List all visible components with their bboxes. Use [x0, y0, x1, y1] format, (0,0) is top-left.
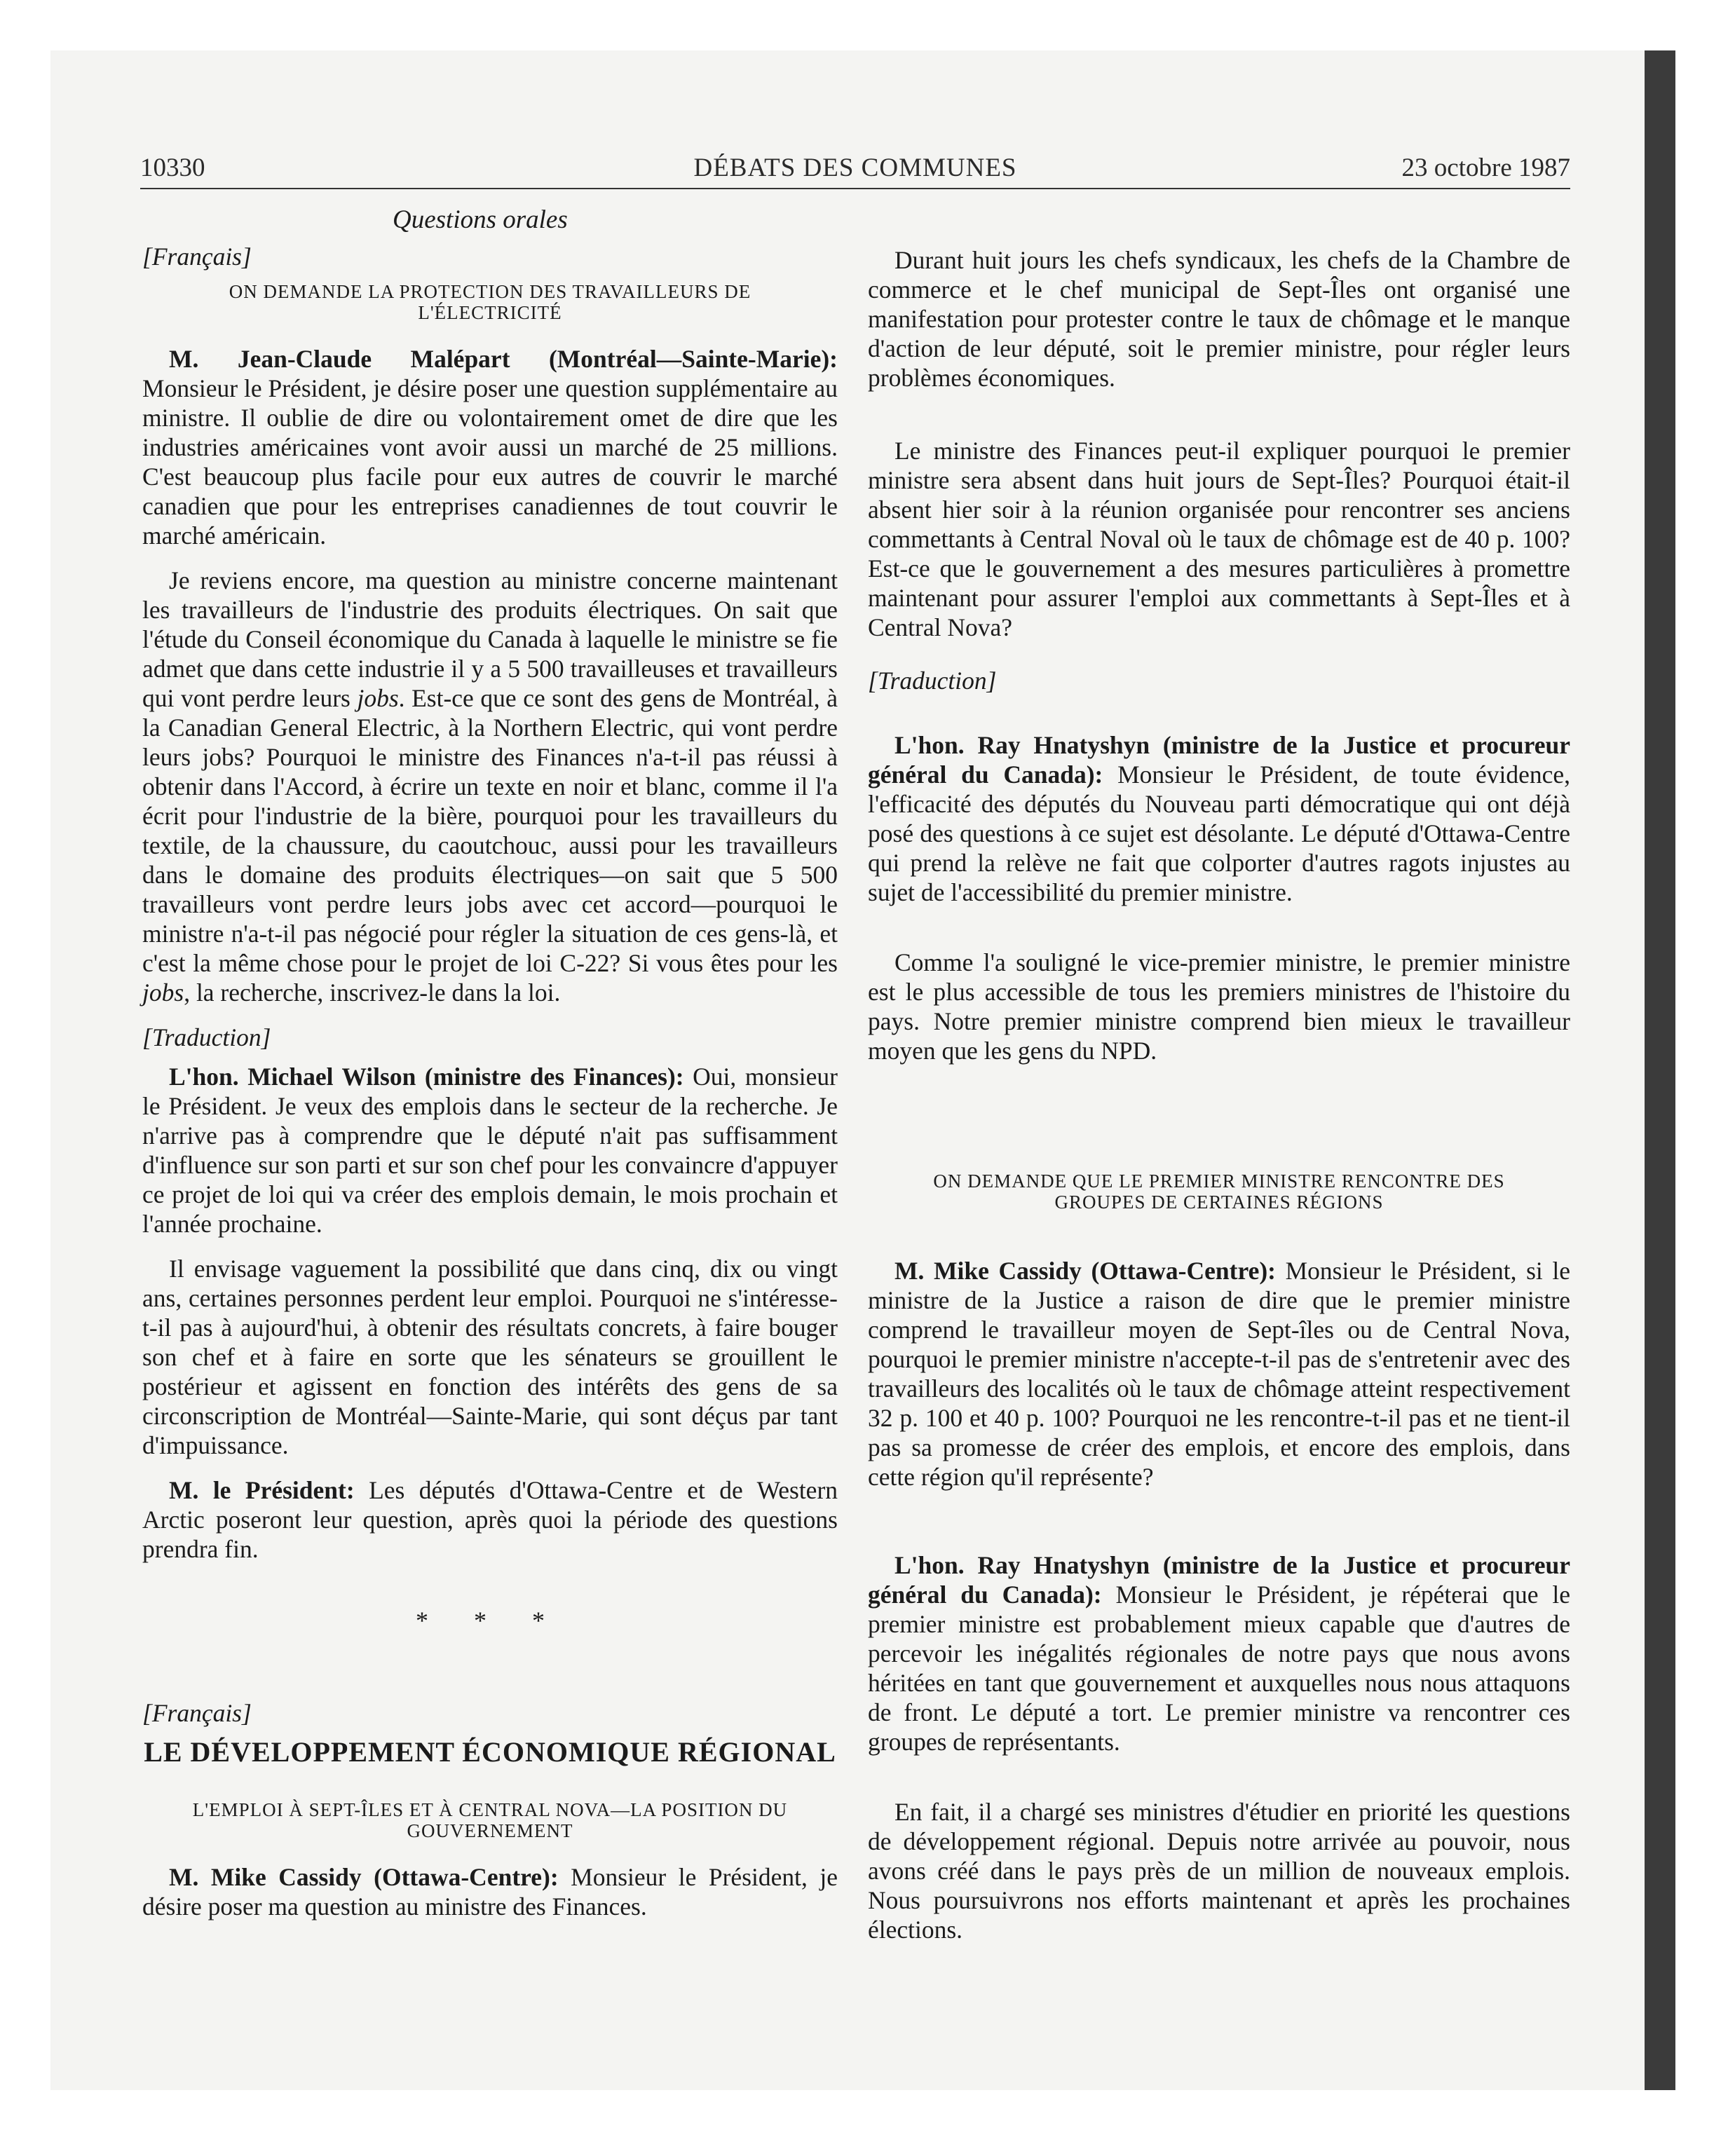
left-column [142, 242, 838, 1937]
paragraph: Je reviens encore, ma question au ministre concerne maintenant les travailleurs de l'industrie des produits électriques. On sait que l'étude du Conseil économique du Canada à laquelle le ministre se fie admet que dans cette industrie il y a 5 500 travailleuses et travailleurs qui vont perdre leurs jobs. Est-ce que ce sont des gens de Montréal, à la Canadian General Electric, à la Northern Electric, qui vont perdre leurs jobs? Pourquoi le ministre des Finances n'a-t-il pas réussi à obtenir dans l'Accord, à écrire un texte en noir et blanc, comme il l'a écrit pour l'industrie de la bière, pourquoi pour les travailleurs du textile, de la chaussure, du caoutchouc, aussi pour les travailleurs dans le domaine des produits électriques—on sait que 5 500 travailleurs vont perdre leurs jobs avec cet accord—pourquoi le ministre n'a-t-il pas négocié pour régler la situation de ces gens-là, et c'est la même chose pour le projet de loi C-22? Si vous êtes pour les jobs, la recherche, inscrivez-le dans la loi. [142, 566, 838, 1007]
paragraph: En fait, il a chargé ses ministres d'étudier en priorité les questions de développement régional. Depuis notre arrivée au pouvoir, nous avons créé dans le pays près de un million de nouveaux emplois. Nous poursuivrons nos efforts maintenant et après les prochaines élections. [868, 1798, 1570, 1944]
paragraph: Durant huit jours les chefs syndicaux, les chefs de la Chambre de commerce et le chef municipal de Sept-Îles ont organisé une manifestation pour protester contre le taux de chômage et le manque d'action de leur député, soit le premier ministre, pour régler leurs problèmes économiques. [868, 246, 1570, 392]
rubric-heading: ON DEMANDE LA PROTECTION DES TRAVAILLEURS DE L'ÉLECTRICITÉ [229, 281, 751, 323]
speaker-name: M. Mike Cassidy (Ottawa-Centre): [169, 1863, 559, 1891]
paragraph: M. Jean-Claude Malépart (Montréal—Sainte-Marie): Monsieur le Président, je désire poser une question supplémentaire au ministre. Il oublie de dire ou volontairement omet de dire que les industries américaines vont avoir aussi un marché de 25 millions. C'est beaucoup plus facile pour eux autres de couvrir le marché canadien que pour les entreprises canadiennes de tout couvrir le marché américain. [142, 345, 838, 550]
paragraph: Comme l'a souligné le vice-premier ministre, le premier ministre est le plus accessible de tous les premiers ministres de l'histoire du pays. Notre premier ministre comprend bien mieux le travailleur moyen que les gens du NPD. [868, 948, 1570, 1065]
major-heading: LE DÉVELOPPEMENT ÉCONOMIQUE RÉGIONAL [144, 1736, 836, 1768]
paragraph: L'hon. Ray Hnatyshyn (ministre de la Justice et procureur général du Canada): Monsieur le Président, de toute évidence, l'efficacité des députés du Nouveau parti démocratique qui ont déjà posé des questions à ce sujet est désolante. Le député d'Ottawa-Centre qui prend la relève ne fait que colporter d'autres ragots injustes au sujet de l'accessibilité du premier ministre. [868, 731, 1570, 906]
rubric-heading: ON DEMANDE QUE LE PREMIER MINISTRE RENCONTRE DES GROUPES DE CERTAINES RÉGIONS [933, 1171, 1505, 1213]
publication-title: DÉBATS DES COMMUNES [693, 153, 1017, 182]
paragraph: L'hon. Ray Hnatyshyn (ministre de la Justice et procureur général du Canada): Monsieur le Président, je répéterai que le premier ministre est probablement mieux capable que d'autres de percevoir les inégalités régionales de notre pays que nous avons héritées en tant que gouvernement et auxquelles nous nous attaquons de front. Le député a tort. Le premier ministre va rencontrer ces groupes de représentants. [868, 1551, 1571, 1756]
speaker-name: L'hon. Ray Hnatyshyn (ministre de la Justice et procureur général du Canada): [868, 1551, 1570, 1609]
page-date: 23 octobre 1987 [1401, 153, 1570, 182]
right-column [868, 245, 1570, 1960]
paragraph: L'hon. Michael Wilson (ministre des Finances): Oui, monsieur le Président. Je veux des emplois dans le secteur de la recherche. Je n'arrive pas à comprendre que le député n'ait pas suffisamment d'influence sur son parti et sur son chef pour les convaincre d'appuyer ce projet de loi qui va créer des emplois demain, le mois prochain et l'année prochaine. [142, 1063, 838, 1238]
scan-edge-bar [1645, 50, 1675, 2090]
paragraph: Il envisage vaguement la possibilité que dans cinq, dix ou vingt ans, certaines personnes perdent leur emploi. Pourquoi ne s'intéresse-t-il pas à aujourd'hui, à obtenir des résultats concrets, à faire bouger son chef et à faire en sorte que les sénateurs se grouillent le postérieur et agissent en fonction des intérêts des gens de sa circonscription de Montréal—Sainte-Marie, qui sont déçus par tant d'impuissance. [142, 1255, 838, 1459]
language-marker: [Français] [142, 243, 252, 271]
paragraph: Le ministre des Finances peut-il expliquer pourquoi le premier ministre sera absent dans huit jours de Sept-Îles? Pourquoi était-il absent hier soir à la réunion organisée pour rencontrer ses anciens commettants à Central Noval où le taux de chômage est de 40 p. 100? Est-ce que le gouvernement a des mesures particulières à promettre maintenant pour assurer l'emploi aux commettants à Sept-Îles et à Central Nova? [868, 437, 1570, 641]
speaker-name: L'hon. Ray Hnatyshyn (ministre de la Justice et procureur général du Canada): [868, 731, 1570, 789]
paragraph: M. Mike Cassidy (Ottawa-Centre): Monsieur le Président, si le ministre de la Justice a raison de dire que le premier ministre comprend le travailleur moyen de Sept-îles ou de Central Nova, pourquoi le premier ministre n'accepte-t-il pas de s'entretenir avec des travailleurs des localités où le taux de chômage atteint respectivement 32 p. 100 et 40 p. 100? Pourquoi ne les rencontre-t-il pas et ne tient-il pas sa promesse de créer des emplois, et encore des emplois, dans cette région qu'il représente? [868, 1257, 1570, 1491]
rubric-heading: L'EMPLOI À SEPT-ÎLES ET À CENTRAL NOVA—LA POSITION DU GOUVERNEMENT [192, 1799, 788, 1841]
page-header [140, 153, 1570, 189]
italic-word: jobs [142, 978, 184, 1007]
section-separator: * * * [416, 1606, 564, 1635]
language-marker: [Traduction] [142, 1023, 271, 1051]
speaker-name: M. le Président: [169, 1476, 355, 1504]
italic-word: jobs [357, 684, 399, 712]
section-title: Questions orales [393, 205, 568, 234]
paragraph: M. le Président: Les députés d'Ottawa-Centre et de Western Arctic poseront leur question, après quoi la période des questions prendra fin. [142, 1476, 838, 1563]
speaker-name: L'hon. Michael Wilson (ministre des Finances): [169, 1063, 684, 1091]
language-marker: [Français] [142, 1699, 252, 1727]
language-marker: [Traduction] [868, 667, 997, 695]
page-number: 10330 [140, 153, 205, 182]
speaker-name: M. Mike Cassidy (Ottawa-Centre): [894, 1257, 1276, 1285]
speaker-name: M. Jean-Claude Malépart (Montréal—Sainte-Marie): [169, 345, 838, 373]
paragraph: M. Mike Cassidy (Ottawa-Centre): Monsieur le Président, je désire poser ma question au ministre des Finances. [142, 1863, 838, 1920]
